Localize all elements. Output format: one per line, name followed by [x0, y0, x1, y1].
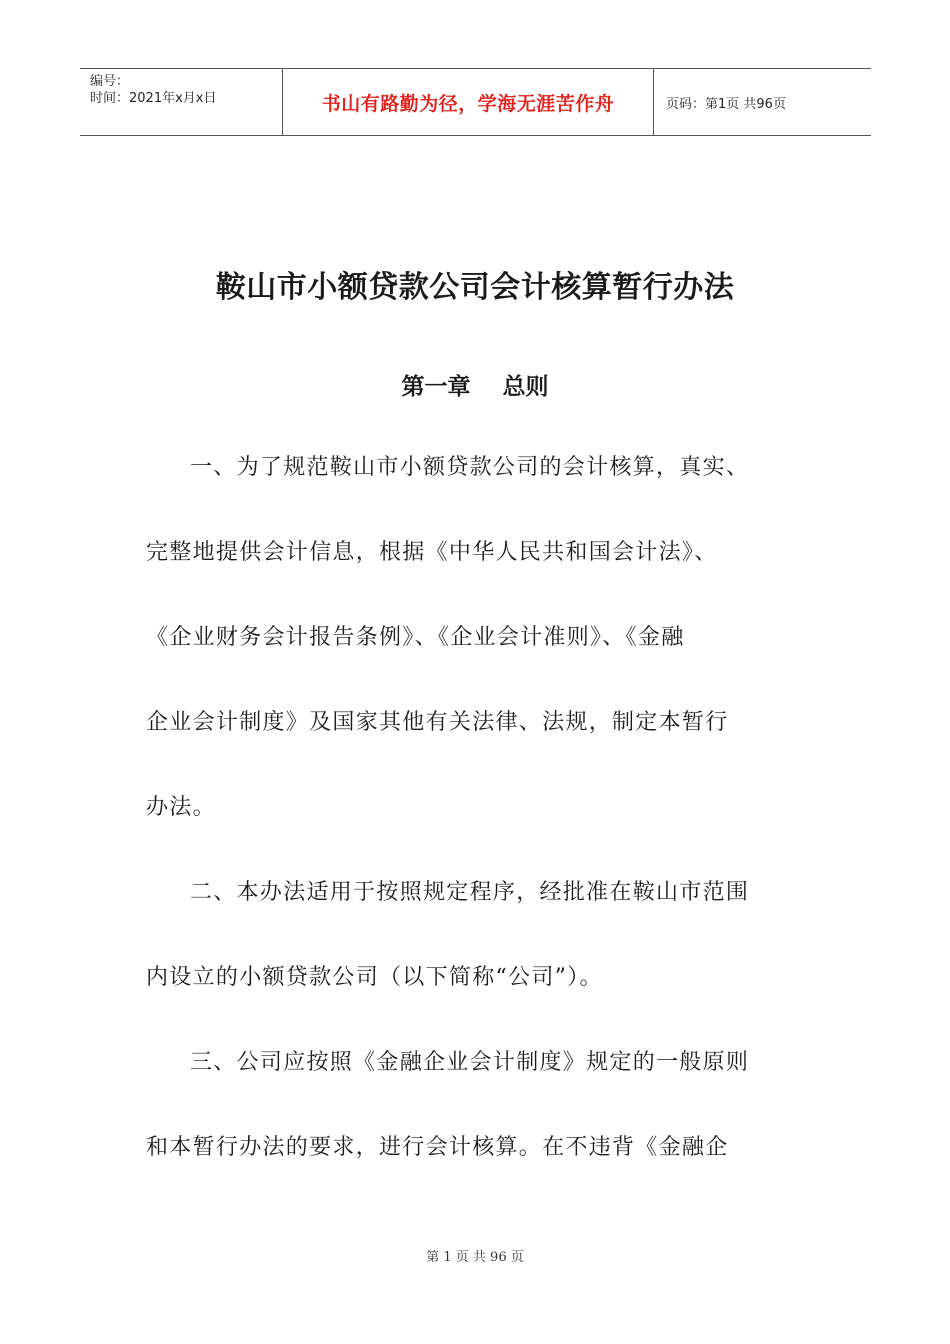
header-table: [80, 68, 871, 136]
paragraph-line: 一、为了规范鞍山市小额贷款公司的会计核算，真实、: [190, 455, 750, 480]
number-label: 编号：: [90, 74, 130, 89]
page-info-text: 页码：第1页 共96页: [666, 96, 786, 112]
paragraph-line: 内设立的小额贷款公司（以下简称“公司”）。: [146, 965, 603, 990]
motto-text: 书山有路勤为径，学海无涯苦作舟: [321, 92, 615, 115]
chapter-heading: 第一章 总则: [401, 374, 549, 400]
paragraph-line: 和本暂行办法的要求，进行会计核算。在不违背《金融企: [146, 1135, 729, 1160]
header-motto-cell: [282, 69, 654, 135]
header-meta: [80, 69, 282, 135]
paragraph-line: 完整地提供会计信息，根据《中华人民共和国会计法》、: [146, 540, 718, 565]
paragraph-line: 《企业财务会计报告条例》、《企业会计准则》、《金融: [146, 625, 685, 650]
paragraph-line: 办法。: [146, 795, 216, 820]
date-label: 时间：2021年x月x日: [90, 91, 217, 106]
paragraph-line: 二、本办法适用于按照规定程序，经批准在鞍山市范围: [190, 880, 750, 905]
page-footer: 第 1 页 共 96 页: [426, 1250, 524, 1265]
header-page-info: [654, 69, 871, 135]
paragraph-line: 三、公司应按照《金融企业会计制度》规定的一般原则: [190, 1050, 750, 1075]
document-title: 鞍山市小额贷款公司会计核算暂行办法: [215, 270, 735, 305]
paragraph-line: 企业会计制度》及国家其他有关法律、法规，制定本暂行: [146, 710, 729, 735]
